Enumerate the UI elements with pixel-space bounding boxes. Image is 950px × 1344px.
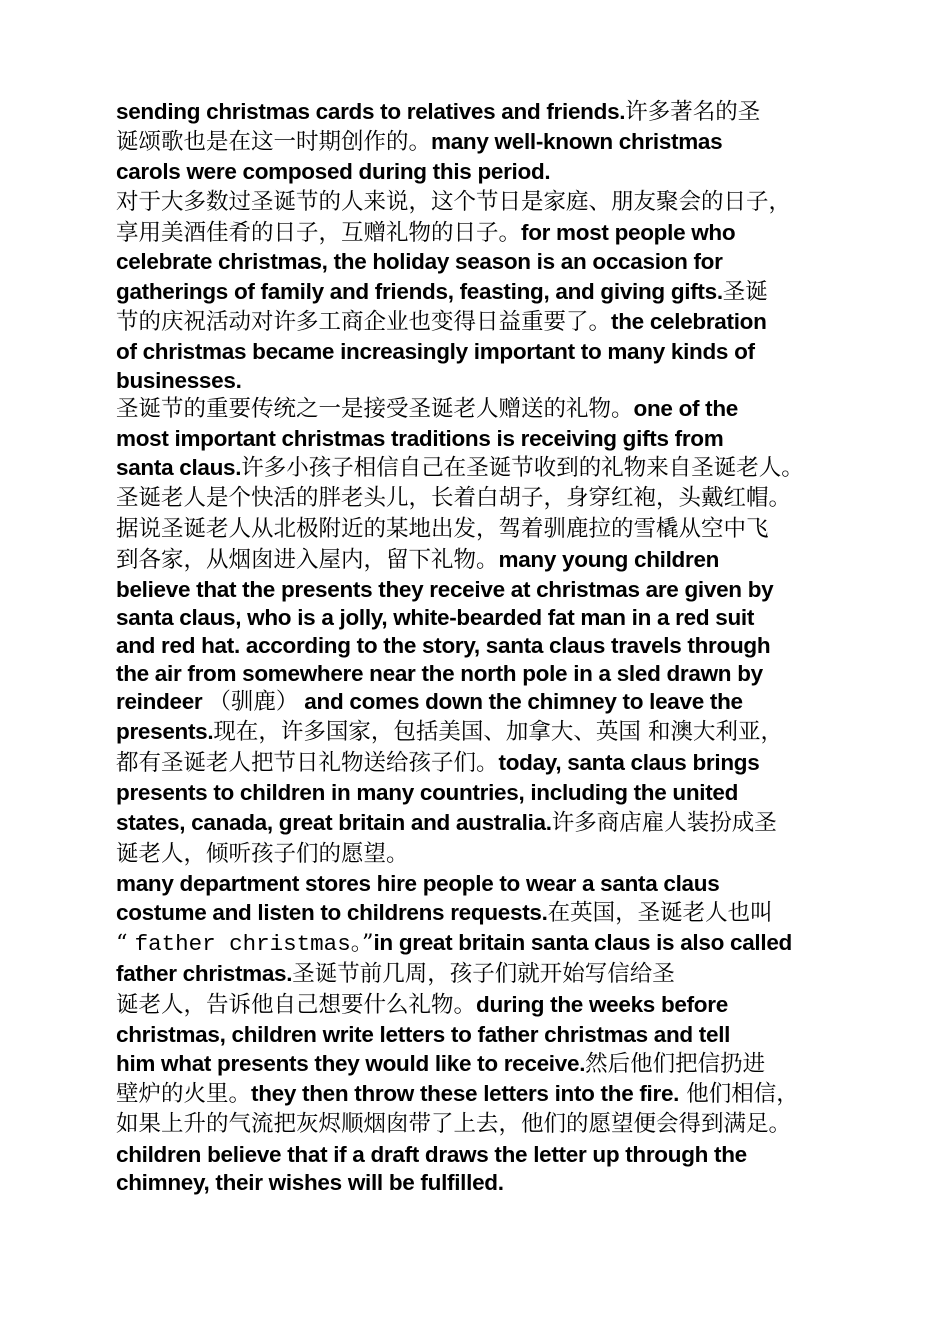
- english-text: reindeer: [116, 689, 209, 714]
- english-text: father christmas.: [116, 961, 293, 986]
- chinese-text: 在英国，圣诞老人也叫: [547, 900, 773, 926]
- text-line: [116, 778, 738, 808]
- chinese-text: 如果上升的气流把灰烬顺烟囱带了上去，他们的愿望便会得到满足。: [116, 1111, 792, 1137]
- text-line: [116, 869, 719, 899]
- text-line: [116, 97, 760, 127]
- english-text: children believe that if a draft draws the letter up through the: [116, 1142, 747, 1167]
- chinese-text: 许多商店雇人装扮成圣: [551, 810, 777, 836]
- english-text: father christmas。: [134, 931, 362, 957]
- chinese-text: （驯鹿）: [208, 689, 299, 715]
- text-line: [116, 545, 719, 575]
- text-line: [116, 483, 791, 513]
- chinese-text: ”: [361, 930, 374, 956]
- english-text: costume and listen to childrens requests.: [116, 900, 548, 925]
- chinese-text: “: [116, 930, 135, 956]
- text-line: [116, 808, 777, 838]
- chinese-text: 许多著名的圣: [625, 99, 761, 125]
- text-line: [116, 337, 755, 367]
- text-line: [116, 218, 735, 248]
- english-text: santa claus, who is a jolly, white-bearded fat man in a red suit: [116, 605, 755, 630]
- english-text: carols were composed during this period.: [116, 159, 551, 184]
- text-line: [116, 839, 409, 869]
- chinese-text: 圣诞节前几周，孩子们就开始写信给圣: [292, 961, 675, 987]
- text-line: [116, 575, 773, 605]
- text-line: [116, 959, 675, 989]
- text-line: [116, 631, 770, 661]
- chinese-text: 享用美酒佳肴的日子，互赠礼物的日子。: [116, 220, 522, 246]
- chinese-text: 诞颂歌也是在这一时期创作的。: [116, 129, 432, 155]
- english-text: in great britain santa claus is also called: [373, 930, 792, 955]
- text-line: [116, 366, 242, 396]
- english-text: and comes down the chimney to leave the: [298, 689, 743, 714]
- english-text: presents.: [116, 719, 214, 744]
- text-line: [116, 453, 804, 483]
- text-line: [116, 127, 722, 157]
- chinese-text: 圣诞节的重要传统之一是接受圣诞老人赠送的礼物。: [116, 396, 634, 422]
- english-text: christmas, children write letters to father christmas and tell: [116, 1022, 731, 1047]
- text-line: [116, 898, 773, 928]
- text-line: [116, 277, 768, 307]
- text-line: [116, 990, 728, 1020]
- text-line: [116, 394, 738, 424]
- english-text: for most people who: [521, 220, 736, 245]
- chinese-text: 圣诞老人是个快活的胖老头儿，长着白胡子，身穿红袍，头戴红帽。: [116, 485, 792, 511]
- text-line: [116, 687, 743, 717]
- text-line: [116, 187, 791, 217]
- chinese-text: 节的庆祝活动对许多工商企业也变得日益重要了。: [116, 309, 612, 335]
- text-line: [116, 307, 767, 337]
- text-line: [116, 424, 723, 454]
- english-text: one of the: [633, 396, 739, 421]
- english-text: gatherings of family and friends, feasting, and giving gifts.: [116, 279, 723, 304]
- chinese-text: 然后他们把信扔进: [585, 1051, 766, 1077]
- chinese-text: 他们相信，: [679, 1081, 799, 1107]
- english-text: chimney, their wishes will be fulfilled.: [116, 1170, 504, 1195]
- chinese-text: 许多小孩子相信自己在圣诞节收到的礼物来自圣诞老人。: [241, 455, 804, 481]
- english-text: they then throw these letters into the fire.: [251, 1081, 680, 1106]
- english-text: the air from somewhere near the north pole in a sled drawn by: [116, 661, 763, 686]
- chinese-text: 圣诞: [722, 279, 768, 305]
- chinese-text: 到各家，从烟囱进入屋内，留下礼物。: [116, 547, 499, 573]
- english-text: today, santa claus brings: [498, 750, 760, 775]
- text-line: [116, 928, 792, 959]
- english-text: santa claus.: [116, 455, 242, 480]
- chinese-text: 都有圣诞老人把节日礼物送给孩子们。: [116, 750, 499, 776]
- text-line: [116, 659, 763, 689]
- text-line: [116, 1168, 504, 1198]
- text-line: [116, 247, 723, 277]
- text-line: [116, 1109, 791, 1139]
- chinese-text: 诞老人，告诉他自己想要什么礼物。: [116, 992, 477, 1018]
- chinese-text: 据说圣诞老人从北极附近的某地出发，驾着驯鹿拉的雪橇从空中飞: [116, 516, 769, 542]
- english-text: many well-known christmas: [431, 129, 723, 154]
- english-text: the celebration: [611, 309, 767, 334]
- text-line: [116, 748, 759, 778]
- english-text: of christmas became increasingly important to many kinds of: [116, 339, 755, 364]
- chinese-text: 对于大多数过圣诞节的人来说，这个节日是家庭、朋友聚会的日子，: [116, 189, 792, 215]
- english-text: and red hat. according to the story, santa claus travels through: [116, 633, 771, 658]
- english-text: believe that the presents they receive at christmas are given by: [116, 577, 774, 602]
- english-text: celebrate christmas, the holiday season is an occasion for: [116, 249, 723, 274]
- english-text: sending christmas cards to relatives and friends.: [116, 99, 626, 124]
- english-text: many young children: [498, 547, 720, 572]
- text-line: [116, 603, 754, 633]
- english-text: him what presents they would like to receive.: [116, 1051, 586, 1076]
- english-text: states, canada, great britain and australia.: [116, 810, 552, 835]
- english-text: presents to children in many countries, including the united: [116, 780, 739, 805]
- text-line: [116, 717, 783, 747]
- english-text: many department stores hire people to wear a santa claus: [116, 871, 720, 896]
- chinese-text: 诞老人，倾听孩子们的愿望。: [116, 841, 409, 867]
- english-text: businesses.: [116, 368, 242, 393]
- chinese-text: 壁炉的火里。: [116, 1081, 252, 1107]
- english-text: most important christmas traditions is receiving gifts from: [116, 426, 724, 451]
- text-line: [116, 1140, 747, 1170]
- text-line: [116, 1049, 765, 1079]
- text-line: [116, 1079, 799, 1109]
- english-text: during the weeks before: [476, 992, 728, 1017]
- text-line: [116, 1020, 730, 1050]
- text-line: [116, 157, 550, 187]
- text-line: [116, 514, 769, 544]
- chinese-text: 现在，许多国家，包括美国、加拿大、英国 和澳大利亚，: [213, 719, 783, 745]
